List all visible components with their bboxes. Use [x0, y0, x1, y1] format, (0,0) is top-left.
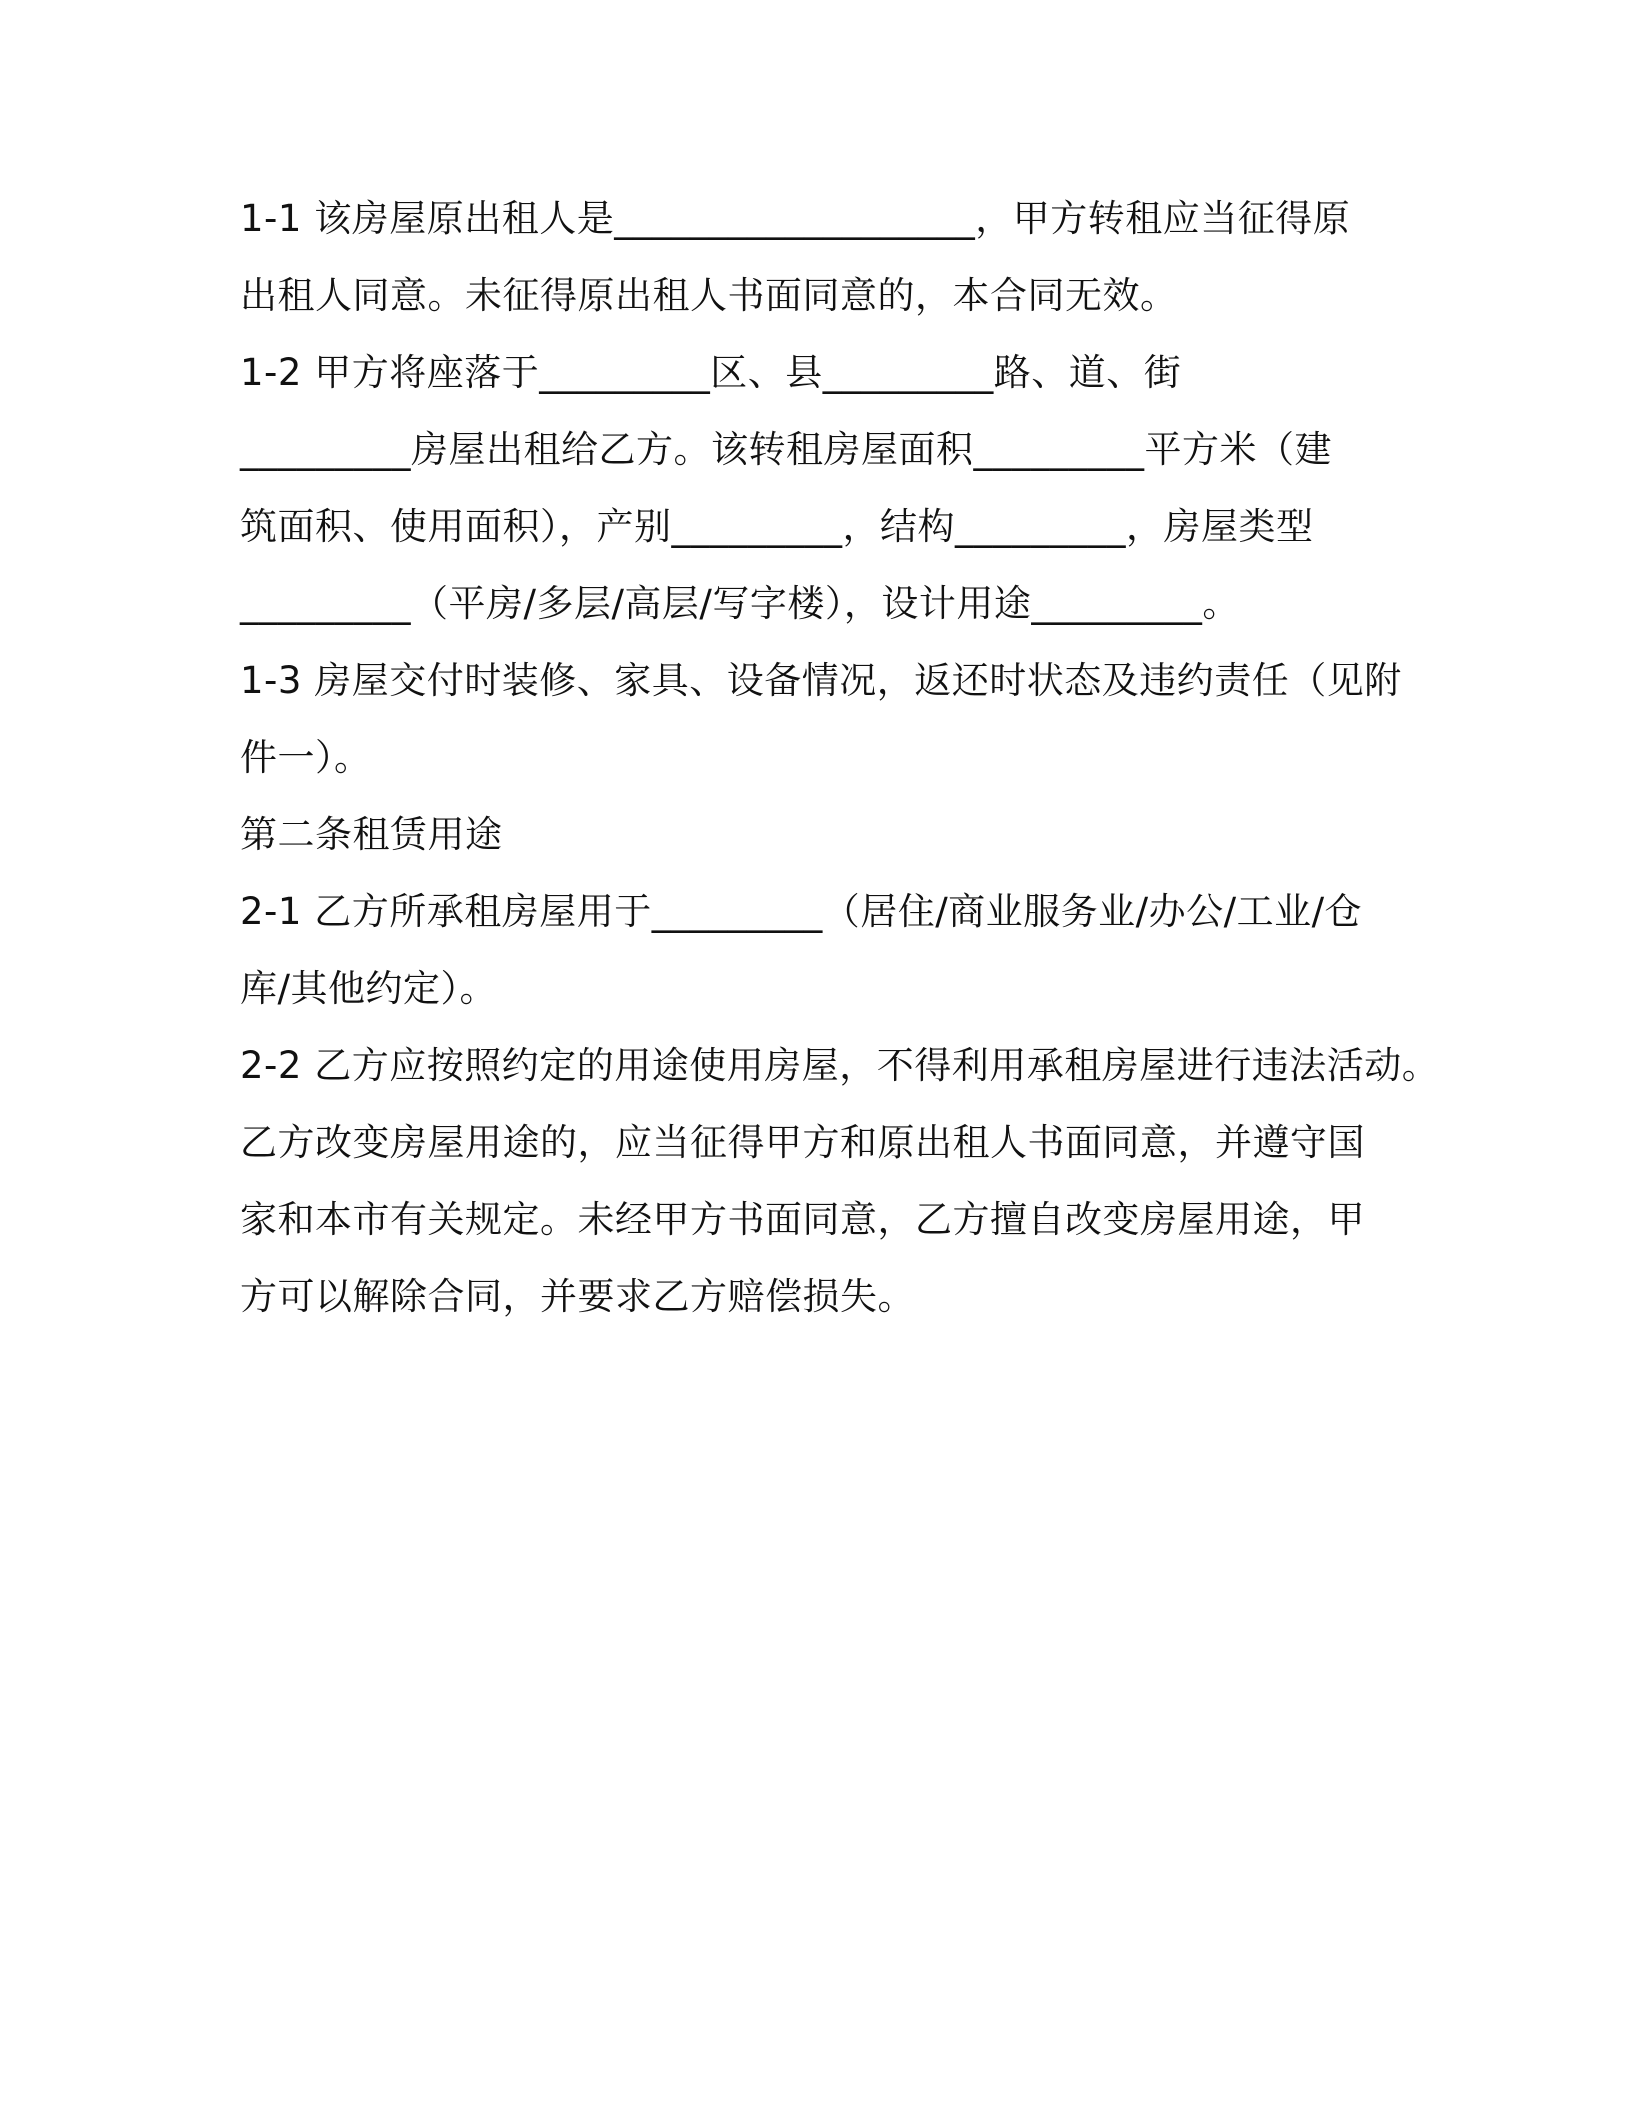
clause-1-1-line-2: 出租人同意。未征得原出租人书面同意的，本合同无效。 [240, 274, 1178, 317]
clause-1-2-line-4: _________（平房/多层/高层/写字楼），设计用途_________。 [240, 582, 1240, 625]
clause-2-1-line-1: 2-1 乙方所承租房屋用于_________（居住/商业服务业/办公/工业/仓 [240, 890, 1363, 933]
clause-1-2-line-2: _________房屋出租给乙方。该转租房屋面积_________平方米（建 [240, 428, 1332, 471]
document-body [240, 180, 1440, 1335]
clause-2-2-line-2: 乙方改变房屋用途的，应当征得甲方和原出租人书面同意，并遵守国 [240, 1121, 1365, 1164]
clause-1-2-line-1: 1-2 甲方将座落于_________区、县_________路、道、街 [240, 351, 1182, 394]
clause-1-2-line-3: 筑面积、使用面积），产别_________，结构_________，房屋类型 [240, 505, 1314, 548]
clause-2-2-line-1: 2-2 乙方应按照约定的用途使用房屋，不得利用承租房屋进行违法活动。 [240, 1044, 1440, 1087]
clause-2-2-line-3: 家和本市有关规定。未经甲方书面同意，乙方擅自改变房屋用途，甲 [240, 1198, 1365, 1241]
article-2-heading: 第二条租赁用途 [240, 813, 503, 856]
clause-2-1-line-2: 库/其他约定）。 [240, 967, 497, 1010]
clause-1-1-line-1: 1-1 该房屋原出租人是___________________，甲方转租应当征得原 [240, 197, 1351, 240]
clause-2-2-line-4: 方可以解除合同，并要求乙方赔偿损失。 [240, 1275, 915, 1318]
clause-1-3-line-2: 件一）。 [240, 736, 372, 779]
clause-1-3-line-1: 1-3 房屋交付时装修、家具、设备情况，返还时状态及违约责任（见附 [240, 659, 1402, 702]
